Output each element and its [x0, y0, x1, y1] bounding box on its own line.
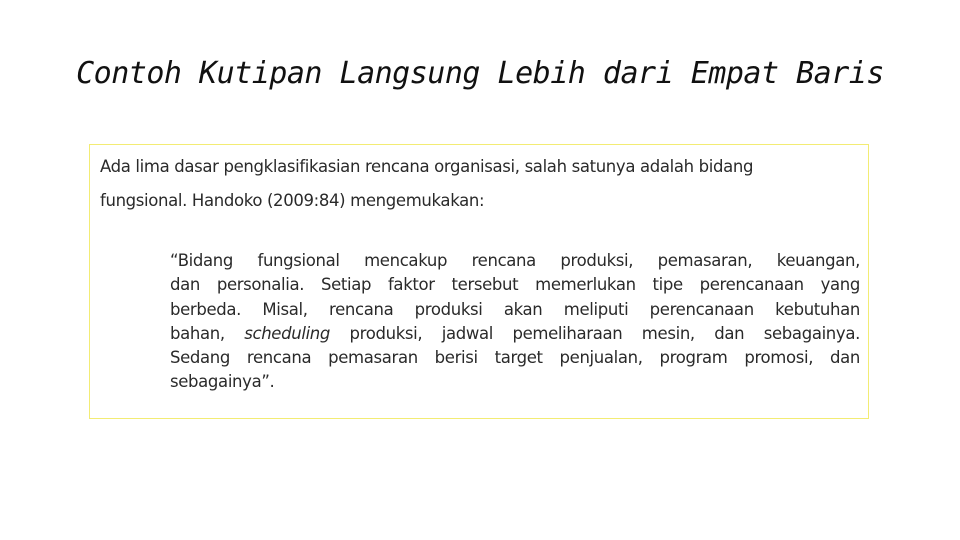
quote-line-2: dan personalia. Setiap faktor tersebut memerlukan tipe perencanaan yang: [170, 275, 860, 295]
intro-paragraph: [100, 150, 862, 218]
quote-line-4-end: produksi, jadwal pemeliharaan mesin, dan sebagainya.: [330, 323, 860, 343]
quote-italic-term: scheduling: [244, 323, 331, 343]
slide-title: Contoh Kutipan Langsung Lebih dari Empat Baris: [76, 56, 884, 91]
excerpt-box: [89, 144, 869, 419]
intro-line-2: fungsional. Handoko (2009:84) mengemukakan:: [100, 191, 485, 210]
block-quote: [170, 249, 860, 395]
quote-line-4-start: bahan,: [170, 323, 245, 343]
quote-line-4: [170, 322, 860, 346]
quote-line-3: berbeda. Misal, rencana produksi akan meliputi perencanaan kebutuhan: [170, 299, 860, 319]
quote-line-5: Sedang rencana pemasaran berisi target penjualan, program promosi, dan: [170, 348, 860, 368]
intro-line-1: Ada lima dasar pengklasifikasian rencana organisasi, salah satunya adalah bidang: [100, 157, 754, 176]
quote-line-1: “Bidang fungsional mencakup rencana produksi, pemasaran, keuangan,: [170, 251, 860, 270]
quote-line-6: sebagainya”.: [170, 372, 275, 392]
